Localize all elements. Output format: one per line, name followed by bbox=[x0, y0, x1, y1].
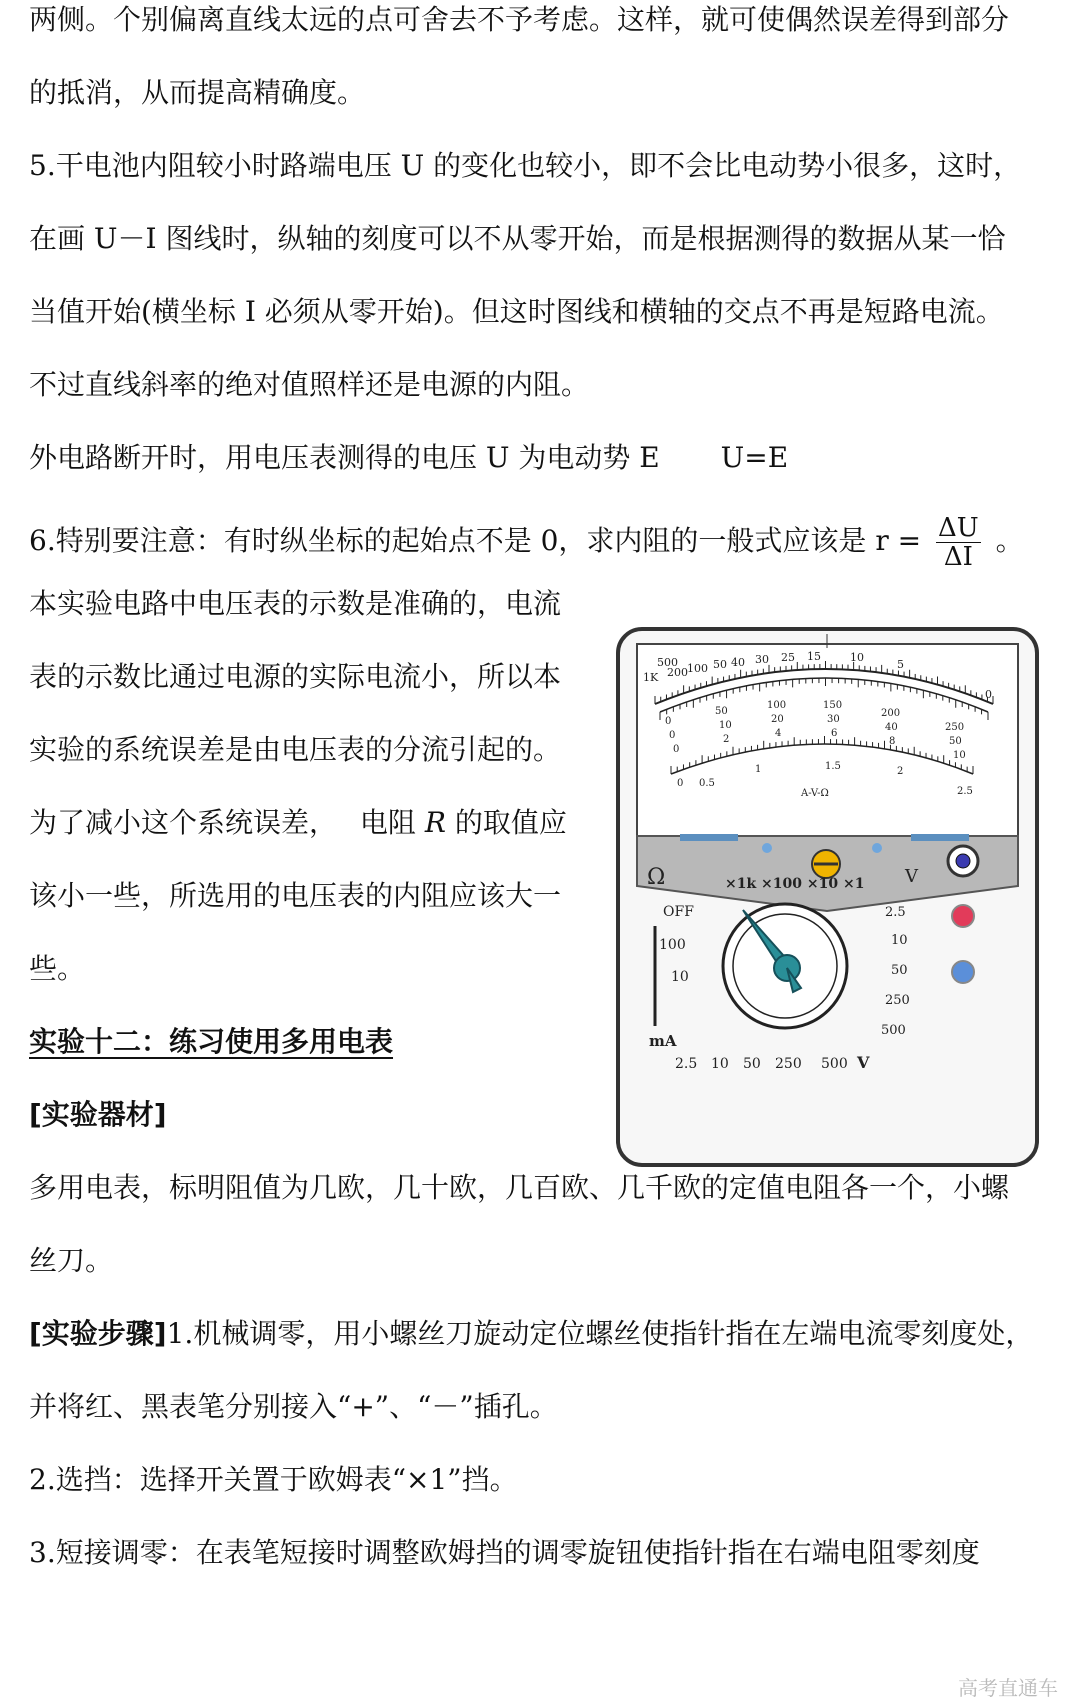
ohm-label-1k: 1K bbox=[643, 671, 659, 684]
para-line-1: 两侧。个别偏离直线太远的点可舍去不予考虑。这样，就可使偶然误差得到部分 bbox=[29, 3, 1010, 36]
error-para-4b: 电阻 bbox=[359, 806, 416, 839]
window-clip-left bbox=[680, 834, 738, 841]
open-circuit-line bbox=[29, 438, 788, 478]
v50-label-40: 40 bbox=[885, 722, 898, 733]
ohm-range-symbol: Ω bbox=[647, 865, 666, 890]
resistor-symbol-r: R bbox=[424, 806, 446, 839]
item-6-text: 6.特别要注意：有时纵坐标的起始点不是 0，求内阻的一般式应该是 r = bbox=[29, 524, 922, 557]
dcv-250: 250 bbox=[775, 1056, 802, 1072]
ma-10-position: 10 bbox=[671, 969, 689, 985]
v50-label-10: 10 bbox=[719, 720, 732, 731]
v250-label-0: 0 bbox=[665, 716, 672, 727]
v50-label-50: 50 bbox=[949, 736, 962, 747]
error-para-line-4 bbox=[29, 803, 567, 843]
open-circuit-text: 外电路断开时，用电压表测得的电压 U 为电动势 E bbox=[29, 441, 660, 474]
dcv-50: 50 bbox=[743, 1056, 761, 1072]
ohm-label-40: 40 bbox=[731, 656, 745, 669]
item-5-line-4: 不过直线斜率的绝对值照样还是电源的内阻。 bbox=[29, 368, 590, 401]
panel-dot-left bbox=[762, 843, 772, 853]
section-heading: 实验十二：练习使用多用电表 bbox=[29, 1025, 394, 1058]
blue-probe-jack[interactable] bbox=[952, 961, 974, 983]
ma-unit-label: mA bbox=[649, 1032, 677, 1050]
item-5-line-1: 5.干电池内阻较小时路端电压 U 的变化也较小，即不会比电动势小很多，这时， bbox=[29, 149, 1022, 182]
acv-2-5: 2.5 bbox=[885, 905, 906, 920]
acv-symbol: V bbox=[905, 866, 918, 887]
error-para-4c: 的取值应 bbox=[454, 806, 567, 839]
equipment-line-2: 丝刀。 bbox=[29, 1244, 114, 1277]
ac-label-2-5: 2.5 bbox=[957, 786, 973, 797]
step-1-line-2: 并将红、黑表笔分别接入“+”、“－”插孔。 bbox=[29, 1390, 558, 1423]
ac-label-1: 1 bbox=[755, 764, 762, 775]
v10-label-0: 0 bbox=[673, 744, 680, 755]
acv-500: 500 bbox=[881, 1023, 906, 1038]
v250-label-250: 250 bbox=[945, 722, 965, 733]
item-6-line bbox=[29, 511, 1024, 571]
dcv-unit-label: V bbox=[857, 1053, 870, 1072]
ac-label-0-5: 0.5 bbox=[699, 778, 715, 789]
ohm-label-200: 200 bbox=[667, 666, 688, 679]
error-para-4a: 为了减小这个系统误差， bbox=[29, 806, 338, 839]
ohm-label-10: 10 bbox=[850, 651, 864, 664]
v50-label-30: 30 bbox=[827, 714, 840, 725]
error-para-line-5: 该小一些，所选用的电压表的内阻应该大一 bbox=[29, 879, 562, 912]
v250-label-100: 100 bbox=[767, 700, 787, 711]
step-2-line: 2.选挡：选择开关置于欧姆表“×1”挡。 bbox=[29, 1463, 518, 1496]
item-6-end: 。 bbox=[995, 524, 1024, 557]
acv-50: 50 bbox=[891, 963, 908, 978]
watermark: 高考直通车 bbox=[958, 1676, 1058, 1700]
v250-label-50: 50 bbox=[715, 706, 728, 717]
dial-face-label: A-V-Ω bbox=[801, 788, 829, 799]
ohm-label-100: 100 bbox=[687, 662, 708, 675]
ma-100-position: 100 bbox=[659, 937, 686, 953]
v50-label-20: 20 bbox=[771, 714, 784, 725]
ohm-label-5: 5 bbox=[897, 658, 904, 671]
panel-dot-right bbox=[872, 843, 882, 853]
v250-label-200: 200 bbox=[881, 708, 901, 719]
error-para-line-1: 本实验电路中电压表的示数是准确的，电流 bbox=[29, 587, 562, 620]
v10-label-2: 2 bbox=[723, 734, 730, 745]
ohm-label-30: 30 bbox=[755, 653, 769, 666]
ohm-label-15: 15 bbox=[807, 650, 821, 663]
multimeter-illustration bbox=[615, 626, 1040, 1168]
step-3-line: 3.短接调零：在表笔短接时调整欧姆挡的调零旋钮使指针指在右端电阻零刻度 bbox=[29, 1536, 980, 1569]
steps-title: [实验步骤] bbox=[29, 1317, 167, 1350]
error-para-line-2: 表的示数比通过电源的实际电流小，所以本 bbox=[29, 660, 562, 693]
ohm-label-50: 50 bbox=[713, 658, 727, 671]
equipment-title: [实验器材] bbox=[29, 1098, 167, 1131]
acv-250: 250 bbox=[885, 993, 910, 1008]
v10-label-10: 10 bbox=[953, 750, 966, 761]
red-probe-jack[interactable] bbox=[952, 905, 974, 927]
ohm-label-0: 0 bbox=[985, 688, 992, 701]
dcv-500: 500 bbox=[821, 1056, 848, 1072]
internal-resistance-fraction bbox=[936, 514, 981, 571]
fraction-numerator: ΔU bbox=[938, 513, 979, 543]
v250-label-150: 150 bbox=[823, 700, 843, 711]
off-position: OFF bbox=[663, 904, 694, 920]
item-5-line-2: 在画 U－I 图线时，纵轴的刻度可以不从零开始，而是根据测得的数据从某一恰 bbox=[29, 222, 1006, 255]
para-line-2: 的抵消，从而提高精确度。 bbox=[29, 76, 366, 109]
window-clip-right bbox=[911, 834, 969, 841]
dcv-10: 10 bbox=[711, 1056, 729, 1072]
ohm-label-500: 500 bbox=[657, 656, 678, 669]
common-jack-core bbox=[956, 854, 970, 868]
formula-u-equals-e: U=E bbox=[720, 441, 789, 474]
error-para-line-6: 些。 bbox=[29, 952, 86, 985]
ohm-label-25: 25 bbox=[781, 651, 795, 664]
acv-10: 10 bbox=[891, 933, 908, 948]
ac-label-1-5: 1.5 bbox=[825, 761, 841, 772]
v50-label-0: 0 bbox=[669, 730, 676, 741]
ac-label-2: 2 bbox=[897, 766, 904, 777]
step-1-text: 1.机械调零，用小螺丝刀旋动定位螺丝使指针指在左端电流零刻度处， bbox=[166, 1317, 1034, 1350]
dcv-2-5: 2.5 bbox=[675, 1056, 698, 1072]
v10-label-4: 4 bbox=[775, 728, 782, 739]
fraction-denominator: ΔI bbox=[943, 542, 973, 572]
v10-label-8: 8 bbox=[889, 736, 896, 747]
v10-label-6: 6 bbox=[831, 728, 838, 739]
equipment-line-1: 多用电表，标明阻值为几欧，几十欧，几百欧、几千欧的定值电阻各一个，小螺 bbox=[29, 1171, 1010, 1204]
error-para-line-3: 实验的系统误差是由电压表的分流引起的。 bbox=[29, 733, 562, 766]
steps-line-1 bbox=[29, 1314, 1033, 1354]
ohm-range-labels: ×1k ×100 ×10 ×1 bbox=[725, 876, 865, 892]
ac-label-0: 0 bbox=[677, 778, 684, 789]
item-5-line-3: 当值开始(横坐标 I 必须从零开始)。但这时图线和横轴的交点不再是短路电流。 bbox=[29, 295, 1004, 328]
